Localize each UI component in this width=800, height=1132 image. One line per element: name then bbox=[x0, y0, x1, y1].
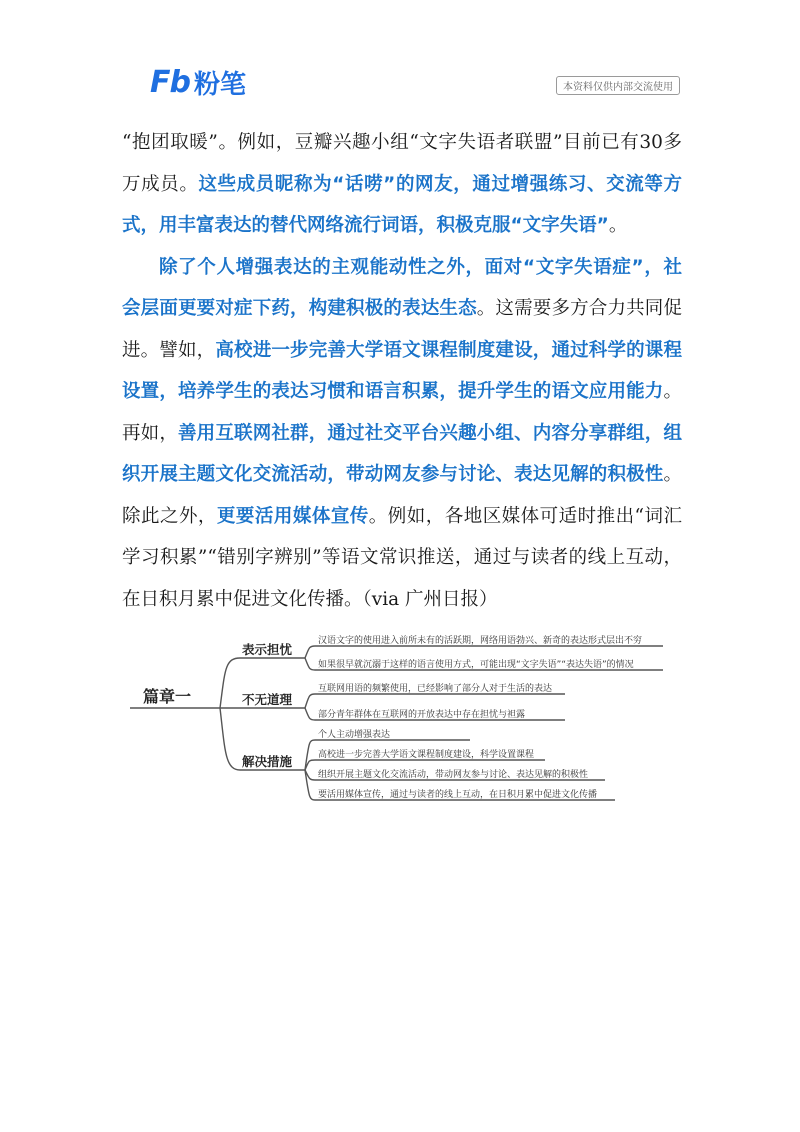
text-run: 。再如， bbox=[122, 381, 682, 444]
highlight-run: 除了个人增强表达的主观能动性之外，面对“文字失语症”，社会层面更要对症下药，构建积极的表达生态 bbox=[122, 256, 682, 319]
leaf-item: 组织开展主题文化交流活动，带动网友参与讨论、表达见解的积极性 bbox=[318, 770, 589, 780]
leaf-item: 互联网用语的频繁使用，已经影响了部分人对于生活的表达 bbox=[318, 684, 553, 694]
internal-use-badge: 本资料仅供内部交流使用 bbox=[556, 76, 680, 95]
leaf-item: 要活用媒体宣传，通过与读者的线上互动，在日积月累中促进文化传播 bbox=[318, 790, 598, 800]
highlight-run: 更要活用媒体宣传 bbox=[216, 505, 369, 527]
leaf-item: 汉语文字的使用进入前所未有的活跃期，网络用语勃兴、新奇的表达形式层出不穷 bbox=[318, 636, 643, 646]
text-run: 。这需要多方合力共同促进。譬如， bbox=[122, 298, 682, 361]
logo-mark: Fb bbox=[150, 64, 190, 100]
leaf-item: 个人主动增强表达 bbox=[318, 730, 391, 740]
text-run: “抱团取暖”。例如，豆瓣兴趣小组“文字失语者联盟”目前已有30多万成员。 bbox=[122, 132, 682, 195]
brand-logo bbox=[150, 66, 246, 98]
branch-label: 解决措施 bbox=[242, 754, 293, 769]
text-run: 。除此之外， bbox=[122, 464, 682, 527]
text-run: 。例如，各地区媒体可适时推出“词汇学习积累”“错别字辨别”等语文常识推送，通过与读者的线上互动，在日积月累中促进文化传播。（via 广州日报） bbox=[122, 505, 682, 610]
paragraph-1 bbox=[122, 122, 682, 247]
highlight-run: 善用互联网社群，通过社交平台兴趣小组、内容分享群组，组织开展主题文化交流活动，带动网友参与讨论、表达见解的积极性 bbox=[122, 422, 682, 485]
paragraph-2 bbox=[122, 247, 682, 621]
text-run: 。 bbox=[608, 215, 628, 236]
leaf-item: 如果很早就沉溺于这样的语言使用方式，可能出现“文字失语”“表达失语”的情况 bbox=[318, 660, 634, 670]
mind-map-root: 篇章一 bbox=[143, 687, 192, 706]
branch-label: 不无道理 bbox=[242, 692, 293, 707]
leaf-item: 部分青年群体在互联网的开放表达中存在担忧与袒露 bbox=[318, 710, 526, 720]
highlight-run: 高校进一步完善大学语文课程制度建设，通过科学的课程设置，培养学生的表达习惯和语言积累，提升学生的语文应用能力 bbox=[122, 339, 682, 402]
highlight-run: 这些成员昵称为“话唠”的网友，通过增强练习、交流等方式，用丰富表达的替代网络流行词语，积极克服“文字失语” bbox=[122, 173, 682, 236]
leaf-item: 高校进一步完善大学语文课程制度建设，科学设置课程 bbox=[318, 750, 535, 760]
page-header bbox=[150, 66, 690, 102]
branch-label: 表示担忧 bbox=[242, 642, 293, 657]
article-body bbox=[122, 122, 682, 620]
mind-map bbox=[125, 630, 685, 810]
logo-text: 粉笔 bbox=[193, 69, 246, 100]
